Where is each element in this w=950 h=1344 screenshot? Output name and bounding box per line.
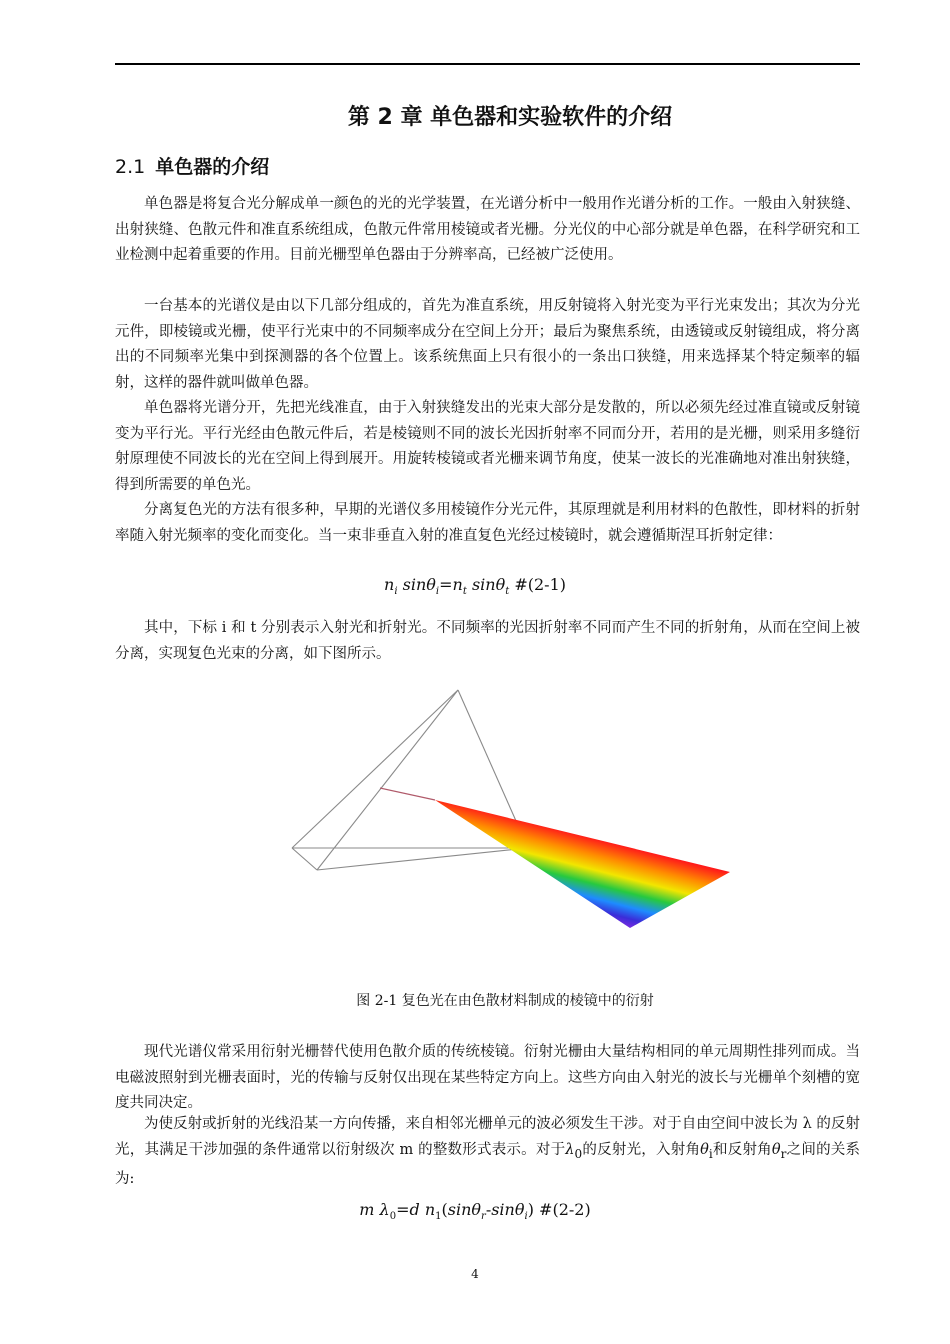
equation-2-1: $n_i$ $\sin\theta_i=n_t$ sinθ$_t$ #(2-1): [384, 575, 566, 598]
header-rule: [115, 63, 860, 65]
equation-2-2: m $\lambda_0=d$ $n_1(\sin\theta_r-\sin\theta_i)$ #(2-2): [359, 1200, 591, 1223]
paragraph-6: 现代光谱仪常采用衍射光栅替代使用色散介质的传统棱镜。衍射光栅由大量结构相同的单元周期性排列而成。当电磁波照射到光栅表面时，光的传输与反射仅出现在某些特定方向上。这些方向由入射光的波长与光栅单个刻槽的宽度共同决定。: [115, 1044, 860, 1111]
paragraph-3: 单色器将光谱分开，先把光线准直，由于入射狭缝发出的光束大部分是发散的，所以必须先经过准直镜或反射镜变为平行光。平行光经由色散元件后，若是棱镜则不同的波长光因折射率不同而分开，若用的是光栅，则采用多缝衍射原理使不同波长的光在空间上得到展开。用旋转棱镜或者光栅来调节角度，使某一波长的光准确地对准出射狭缝，得到所需要的单色光。: [115, 400, 860, 493]
incident-ray: [380, 788, 435, 800]
prism-dispersion-figure: [280, 680, 740, 940]
equation-tag: #(2-1): [514, 575, 566, 594]
paragraph-5: 其中，下标 i 和 t 分别表示入射光和折射光。不同频率的光因折射率不同而产生不同的折射角，从而在空间上被分离，实现复色光束的分离，如下图所示。: [115, 620, 860, 662]
page-number: 4: [471, 1267, 479, 1281]
paragraph-2: 一台基本的光谱仪是由以下几部分组成的，首先为准直系统，用反射镜将入射光变为平行光束发出；其次为分光元件，即棱镜或光栅，使平行光束中的不同频率成分在空间上分开；最后为聚焦系统，由透镜或反射镜组成，将分离出的不同频率光集中到探测器的各个位置上。该系统焦面上只有很小的一条出口狭缝，用来选择某个特定频率的辐射，这样的器件就叫做单色器。: [115, 298, 860, 391]
chapter-title: 第 2 章 单色器和实验软件的介绍: [347, 105, 673, 130]
figure-caption: 图 2-1 复色光在由色散材料制成的棱镜中的衍射: [356, 993, 654, 1009]
section-heading: [115, 152, 269, 179]
paragraph-4: 分离复色光的方法有很多种，早期的光谱仪多用棱镜作分光元件，其原理就是利用材料的色散性，即材料的折射率随入射光频率的变化而变化。当一束非垂直入射的准直复色光经过棱镜时，就会遵循斯涅耳折射定律：: [115, 502, 860, 544]
prism-outline: [292, 690, 528, 870]
paragraph-7: 为使反射或折射的光线沿某一方向传播，来自相邻光栅单元的波必须发生干涉。对于自由空间中波长为 λ 的反射光，其满足干涉加强的条件通常以衍射级次 m 的整数形式表示。对于$\lambda_0$的反射光，入射角$\theta_i$和反射角$\theta_r$之间的关系为:: [115, 1116, 861, 1187]
section-title: 单色器的介绍: [155, 156, 270, 178]
equation-tag: #(2-2): [539, 1200, 591, 1219]
paragraph-1: 单色器是将复合光分解成单一颜色的光的光学装置，在光谱分析中一般用作光谱分析的工作。一般由入射狭缝、出射狭缝、色散元件和准直系统组成，色散元件常用棱镜或者光栅。分光仪的中心部分就是单色器，在科学研究和工业检测中起着重要的作用。目前光栅型单色器由于分辨率高，已经被广泛使用。: [115, 196, 860, 263]
dispersed-spectrum: [435, 800, 730, 928]
section-number: 2.1: [115, 156, 146, 178]
